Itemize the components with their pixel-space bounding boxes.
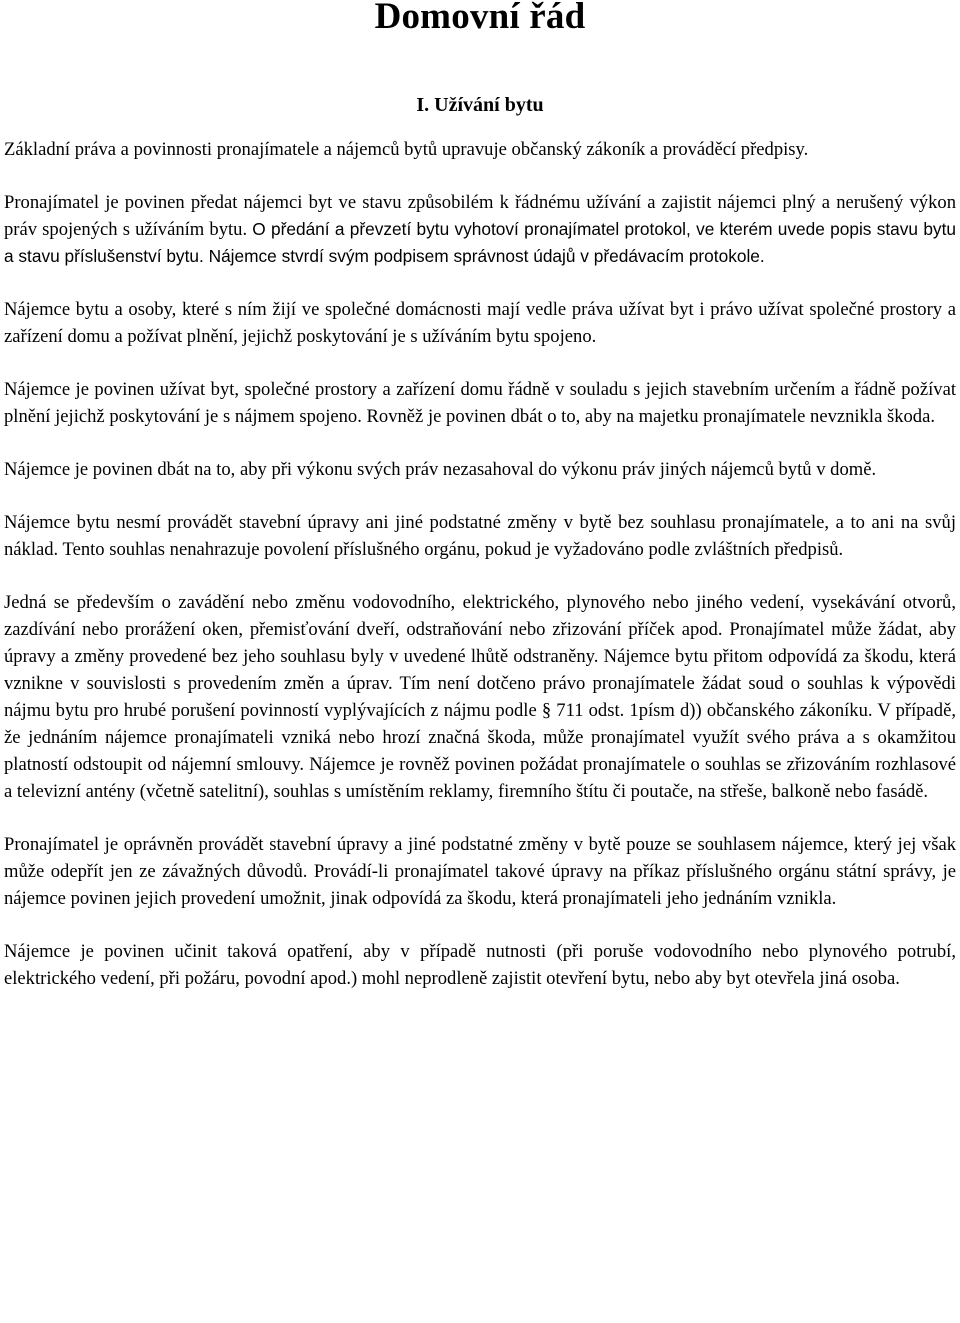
paragraph-6: Nájemce bytu nesmí provádět stavební úpravy ani jiné podstatné změny v bytě bez souhlasu pronajímatele, a to ani na svůj náklad. Tento souhlas nenahrazuje povolení příslušného orgánu, pokud je vyžadováno podle zvláštních předpisů.	[4, 512, 956, 560]
section-heading: I. Užívání bytu	[416, 94, 544, 116]
document-title: Domovní řád	[374, 0, 586, 37]
paragraph-2-part-2: O předání a převzetí bytu vyhotoví pronajímatel protokol, ve kterém uvede popis stavu bytu a stavu příslušenství bytu. Nájemce stvrdí svým podpisem správnost údajů v předávacím protokole.	[4, 219, 956, 266]
paragraph-8: Pronajímatel je oprávněn provádět stavební úpravy a jiné podstatné změny v bytě pouze se souhlasem nájemce, který jej však může odepřít jen ze závažných důvodů. Provádí-li pronajímatel takové úpravy na příkaz příslušného orgánu státní správy, je nájemce povinen jejich provedení umožnit, jinak odpovídá za škodu, která pronajímateli jeho jednáním vznikla.	[4, 834, 956, 909]
paragraph-5: Nájemce je povinen dbát na to, aby při výkonu svých práv nezasahoval do výkonu práv jiných nájemců bytů v domě.	[4, 459, 877, 480]
paragraph-9: Nájemce je povinen učinit taková opatření, aby v případě nutnosti (při poruše vodovodního nebo plynového potrubí, elektrického vedení, při požáru, povodní apod.) mohl neprodleně zajistit otevření bytu, nebo aby byt otevřela jiná osoba.	[4, 941, 956, 989]
paragraph-2-part-1: Pronajímatel je povinen předat nájemci byt ve stavu způsobilém k řádnému užívání a zajistit nájemci plný a nerušený výkon práv spojených s užíváním bytu.	[4, 192, 956, 240]
paragraph-3: Nájemce bytu a osoby, které s ním žijí ve společné domácnosti mají vedle práva užívat byt i právo užívat společné prostory a zařízení domu a požívat plnění, jejichž poskytování je s užíváním bytu spojeno.	[4, 299, 956, 347]
paragraph-4: Nájemce je povinen užívat byt, společné prostory a zařízení domu řádně v souladu s jejich stavebním určením a řádně požívat plnění jejichž poskytování je s nájmem spojeno. Rovněž je povinen dbát o to, aby na majetku pronajímatele nevznikla škoda.	[4, 379, 956, 427]
paragraph-2	[4, 189, 956, 270]
paragraph-1: Základní práva a povinnosti pronajímatele a nájemců bytů upravuje občanský zákoník a prováděcí předpisy.	[4, 139, 809, 160]
document-page	[4, 0, 956, 992]
paragraph-7: Jedná se především o zavádění nebo změnu vodovodního, elektrického, plynového nebo jiného vedení, vysekávání otvorů, zazdívání nebo prorážení oken, přemisťování dveří, odstraňování nebo zřizování příček apod. Pronajímatel může žádat, aby úpravy a změny provedené bez jeho souhlasu byly v uvedené lhůtě odstraněny. Nájemce bytu přitom odpovídá za škodu, která vznikne v souvislosti s provedením změn a úprav. Tím není dotčeno právo pronajímatele žádat soud o souhlas k výpovědi nájmu bytu pro hrubé porušení povinností vyplývajících z nájmu podle § 711 odst. 1písm d)) občanského zákoníku. V případě, že jednáním nájemce pronajímateli vzniká nebo hrozí značná škoda, může pronajímatel využít svého práva a s okamžitou platností odstoupit od nájemní smlouvy. Nájemce je rovněž povinen požádat pronajímatele o souhlas se zřizováním rozhlasové a televizní antény (včetně satelitní), souhlas s umístěním reklamy, firemního štítu či poutače, na střeše, balkoně nebo fasádě.	[4, 592, 956, 802]
